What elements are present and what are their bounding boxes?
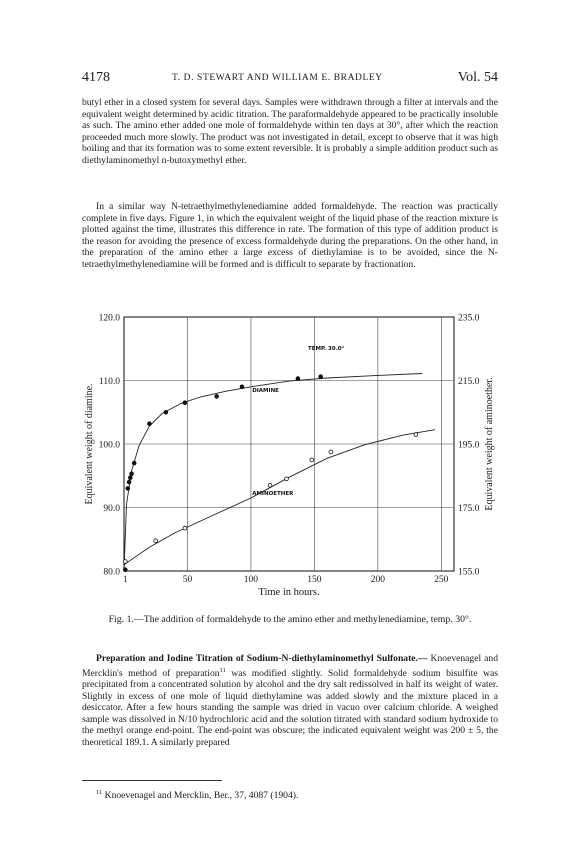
y-right-tick-label: 235.0 [458,313,480,324]
figure-1 [82,312,498,612]
volume-label: Vol. 54 [457,70,498,85]
x-tick-label: 100 [243,575,259,585]
data-point-diamine [183,401,187,405]
data-point-diamine [127,480,131,484]
page-number: 4178 [82,70,110,85]
series-label-aminoether: AMINOETHER [252,490,294,497]
paragraph-1: butyl ether in a closed system for several days. Samples were withdrawn through a filter at intervals and the equivalent weight determined by acidic titration. The paraformaldehyde appeared to be practically insoluble as such. The amino ether added one mole of formaldehyde within ten days at 30°, after which the reaction proceeded much more slowly. The product was not investigated in detail, except to observe that it was high boiling and that its formation was to some extent reversible. It is probably a simple addition product such as diethylaminomethyl n-butoxymethyl ether. [82,97,498,166]
footnote-rule [82,780,222,781]
y-right-tick-label: 195.0 [458,440,480,451]
data-point-diamine [296,377,300,381]
page-header [82,70,498,90]
y-left-tick-label: 90.0 [103,504,120,514]
data-point-diamine [215,395,219,399]
footnote [96,789,298,801]
data-point-diamine [319,375,323,379]
data-point-diamine [128,476,132,480]
section-heading: Preparation and Iodine Titration of Sodium-N-diethylaminomethyl Sulfonate.— [96,653,428,664]
data-point-aminoether [329,450,333,454]
data-point-aminoether [285,477,289,481]
data-point-diamine [240,385,244,389]
series-label-diamine: DIAMINE [252,387,279,394]
x-tick-label: 50 [182,575,193,585]
data-point-aminoether [123,560,127,564]
data-point-aminoether [268,483,272,487]
paragraph-3-text-a: Knoevenagel and Mercklin's method of preparation [82,653,498,679]
x-tick-label: 150 [307,575,322,585]
data-point-diamine [164,410,168,414]
data-point-aminoether [154,539,158,543]
footnote-text: Knoevenagel and Mercklin, Ber., 37, 4087 (1904). [102,790,299,802]
y-left-tick-label: 120.0 [98,313,120,324]
data-point-diamine [148,422,152,426]
y-left-axis-label: Equivalent weight of diamine. [84,383,95,505]
data-point-aminoether [414,433,418,437]
x-axis-label: Time in hours. [258,587,320,598]
y-left-tick-label: 110.0 [98,377,120,387]
y-right-tick-label: 155.0 [458,567,480,578]
data-point-diamine [123,568,127,572]
figure-caption: Fig. 1.—The addition of formaldehyde to the amino ether and methylenediamine, temp. 30°. [108,614,472,625]
paragraph-3-text-b: was modified slightly. Solid formaldehyde sodium bisulfite was precipitated from a concentrated solution by alcohol and the dry salt redissolved in half its weight of water. Slightly in excess of one mole of liquid diethylamine was added slowly and the mixture placed in a desiccator. After a few hours standing the sample was dried in vacuo over calcium chloride. A weighed sample was dissolved in N/10 hydrochloric acid and the solution titrated with standard sodium hydroxide to the methyl orange end-point. The end-point was obscure; the indicated equivalent weight was 200 ± 5, the theoretical 189.1. A similarly prepared [82,667,498,748]
data-point-diamine [126,487,130,491]
curve-aminoether [124,430,435,565]
y-right-tick-label: 175.0 [458,504,480,514]
y-left-tick-label: 80.0 [103,567,120,578]
data-point-aminoether [183,526,187,530]
y-left-tick-label: 100.0 [98,440,120,451]
data-point-diamine [130,472,134,476]
data-point-diamine [132,461,136,465]
x-tick-label: 1 [122,575,128,585]
running-head: T. D. STEWART AND WILLIAM E. BRADLEY [172,73,383,83]
footnote-number: 11 [96,789,103,796]
y-right-tick-label: 215.0 [458,377,480,387]
x-tick-label: 200 [370,575,385,585]
paragraph-3 [82,653,498,748]
paragraph-2: In a similar way N-tetraethylmethylenediamine added formaldehyde. The reaction was practically complete in five days. Figure 1, in which the equivalent weight of the liquid phase of the reaction mixture is plotted against the time, illustrates this difference in rate. The formation of this type of addition product is the reason for avoiding the presence of excess formaldehyde during the preparations. On the other hand, in the preparation of the amino ether a large excess of diethylamine is to be avoided, since the N-tetraethylmethylenediamine will be formed and is difficult to separate by fractionation. [82,201,498,270]
footnote-ref: 11 [219,666,226,674]
data-point-aminoether [310,458,314,462]
chart-figure [82,312,498,612]
temperature-annotation: TEMP. 30.0° [308,346,345,353]
y-right-axis-label: Equivalent weight of aminoether. [484,377,495,511]
x-tick-label: 250 [434,575,449,585]
